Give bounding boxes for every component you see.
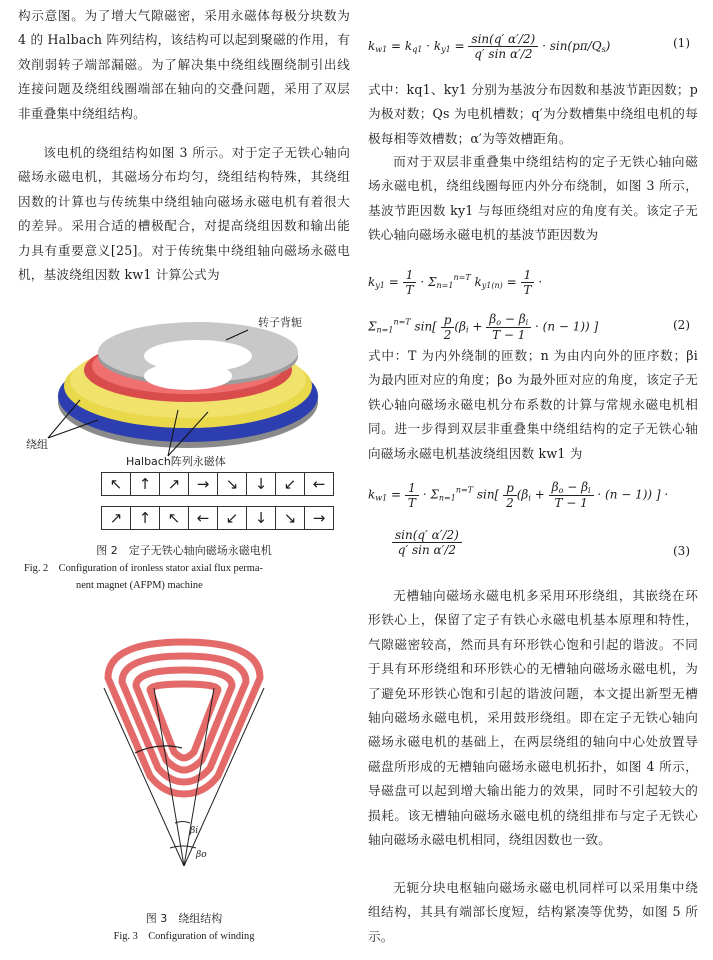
figure-3 [18, 628, 350, 948]
eq2-number: (2) [673, 318, 690, 332]
fig3-caption-en: Fig. 3 Configuration of winding [113, 931, 255, 942]
equation-2: $k_{y1}$ = $\frac{1}{T}$ · $\Sigma_{n=1}^{n=T}$ $k_{y1(n)}$ = $\frac{1}{T}$ · $\Sigma_{n=1}^{n=T}$ sin[ $\frac{p}{2}$ ($\beta_i$ + $\frac{\beta_o - \beta_i}{T - 1}$ · (n − 1)) ] (2) [368, 268, 690, 342]
figure-2 [18, 310, 350, 592]
magnet-arrow-icon: ↓ [246, 472, 276, 496]
magnet-arrow-icon: ↘ [275, 506, 305, 530]
back-iron-label: 转子背轭 [258, 316, 302, 329]
halbach-row-bottom [102, 506, 334, 530]
magnet-arrow-icon: ↖ [101, 472, 131, 496]
fig2-caption-cn: 图 2 定子无铁心轴向磁场永磁电机 [96, 544, 272, 557]
beta-o-label: βo [196, 850, 207, 860]
magnet-arrow-icon: ↙ [275, 472, 305, 496]
magnet-arrow-icon: → [188, 472, 218, 496]
paragraph-4: 无槽轴向磁场永磁电机多采用环形绕组，其嵌绕在环形铁心上，保留了定子有铁心永磁电机基本原理和特性，气隙磁密较高，然而具有环形铁心饱和引起的谐波。不同于具有环形绕组和环形铁心的无槽轴向磁场永磁电机，为了避免环形铁心饱和引起的谐波问题，本文提出新型无槽轴向磁场永磁电机，采用鼓形绕组。即在定子无铁心轴向磁场永磁电机的基础上，在两层绕组的轴向中心处放置导磁盘所形成的无槽轴向磁场永磁电机拓扑，如图 4 所示，导磁盘可以起到增大输出能力的效果，同时不引起较大的损耗。该无槽轴向磁场永磁电机的绕组排布与定子无铁心轴向磁场永磁电机相同，绕组因数也一致。 [368, 588, 698, 848]
paragraph-1: 构示意图。为了增大气隙磁密，采用永磁体每极分块数为 4 的 Halbach 阵列结构，该结构可以起到聚磁的作用，有效削弱转子端部漏磁。为了解决集中绕组线圈绕制引出线连接问题及绕组线圈端部在轴向的交叠问题，采用了双层非重叠集中绕组结构。 [18, 8, 350, 121]
magnet-arrow-icon: ↖ [159, 506, 189, 530]
paragraph-5: 无轭分块电枢轴向磁场永磁电机同样可以采用集中绕组结构，其具有端部长度短，结构紧凑等优势，如图 5 所示。 [368, 880, 698, 944]
magnet-arrow-icon: ← [188, 506, 218, 530]
fig2-caption-en-1: Fig. 2 Configuration of ironless stator axial flux perma- [24, 563, 263, 574]
paragraph-eq1-definitions: 式中：kq1、ky1 分别为基波分布因数和基波节距因数；p 为极对数；Qs 为电机槽数；q′为分数槽集中绕组电机的每极每相等效槽数；α′为等效槽距角。 [368, 82, 698, 146]
magnet-arrow-icon: ↑ [130, 472, 160, 496]
magnet-arrow-icon: ↘ [217, 472, 247, 496]
magnet-arrow-icon: → [304, 506, 334, 530]
paragraph-eq2-definitions: 式中：T 为内外绕制的匝数；n 为由内向外的匝序数；βi 为最内匝对应的角度；βo 为最外匝对应的角度，该定子无铁心轴向磁场永磁电机分布系数的计算与常规永磁电机相同。进一步得到双层非重叠集中绕组结构的定子无铁心轴向磁场永磁电机基波绕组因数 kw1 为 [368, 348, 698, 461]
magnet-arrow-icon: ↙ [217, 506, 247, 530]
ironless-stator-machine-illustration [18, 310, 350, 460]
winding-configuration-diagram [18, 628, 350, 878]
magnet-arrow-icon: ↗ [159, 472, 189, 496]
paragraph-2: 该电机的绕组结构如图 3 所示。对于定子无铁心轴向磁场永磁电机，其磁场分布均匀，绕组结构特殊，其绕组因数的计算也与传统集中绕组轴向磁场永磁电机有着很大的差异。采用合适的槽极配合，对提高绕组因数和输出能力具有重要意义[25]。对于传统集中绕组轴向磁场永磁电机，基波绕组因数 kw1 计算公式为 [18, 145, 350, 283]
beta-i-label: βi [190, 826, 199, 836]
fig3-caption-cn: 图 3 绕组结构 [145, 912, 223, 925]
eq1-number: (1) [673, 36, 690, 50]
fig2-caption-en-2: nent magnet (AFPM) machine [76, 580, 203, 591]
equation-1: $k_{w1} = k_{q1} \cdot k_{y1}$ = $\frac{\sin(q' \alpha'/2)}{\text{q′ sin α′/2}}$ · $\sin(p\pi/Q_s)$ (1) [368, 32, 690, 61]
magnet-arrow-icon: ← [304, 472, 334, 496]
paragraph-3: 而对于双层非重叠集中绕组结构的定子无铁心轴向磁场永磁电机，绕组线圈每匝内外分布绕制，如图 3 所示，基波节距因数 ky1 与每匝绕组对应的角度有关。该定子无铁心轴向磁场永磁电机的基波节距因数为 [368, 154, 698, 243]
equation-3: $k_{w1}$ = $\frac{1}{T}$ · $\Sigma_{n=1}^{n=T}$ sin[ $\frac{p}{2}$ ($\beta_i$ + $\frac{\beta_o - \beta_i}{T - 1}$ · (n − 1)) ] · $\frac{\sin(q' \alpha'/2)}{\text{q′ sin α′/2}}$ (3) [368, 480, 690, 558]
magnet-arrow-icon: ↑ [130, 506, 160, 530]
halbach-label: Halbach阵列永磁体 [126, 455, 226, 468]
eq3-number: (3) [673, 544, 690, 558]
magnet-arrow-icon: ↓ [246, 506, 276, 530]
magnet-arrow-icon: ↗ [101, 506, 131, 530]
winding-label: 绕组 [26, 438, 48, 451]
halbach-row-top [102, 472, 334, 496]
